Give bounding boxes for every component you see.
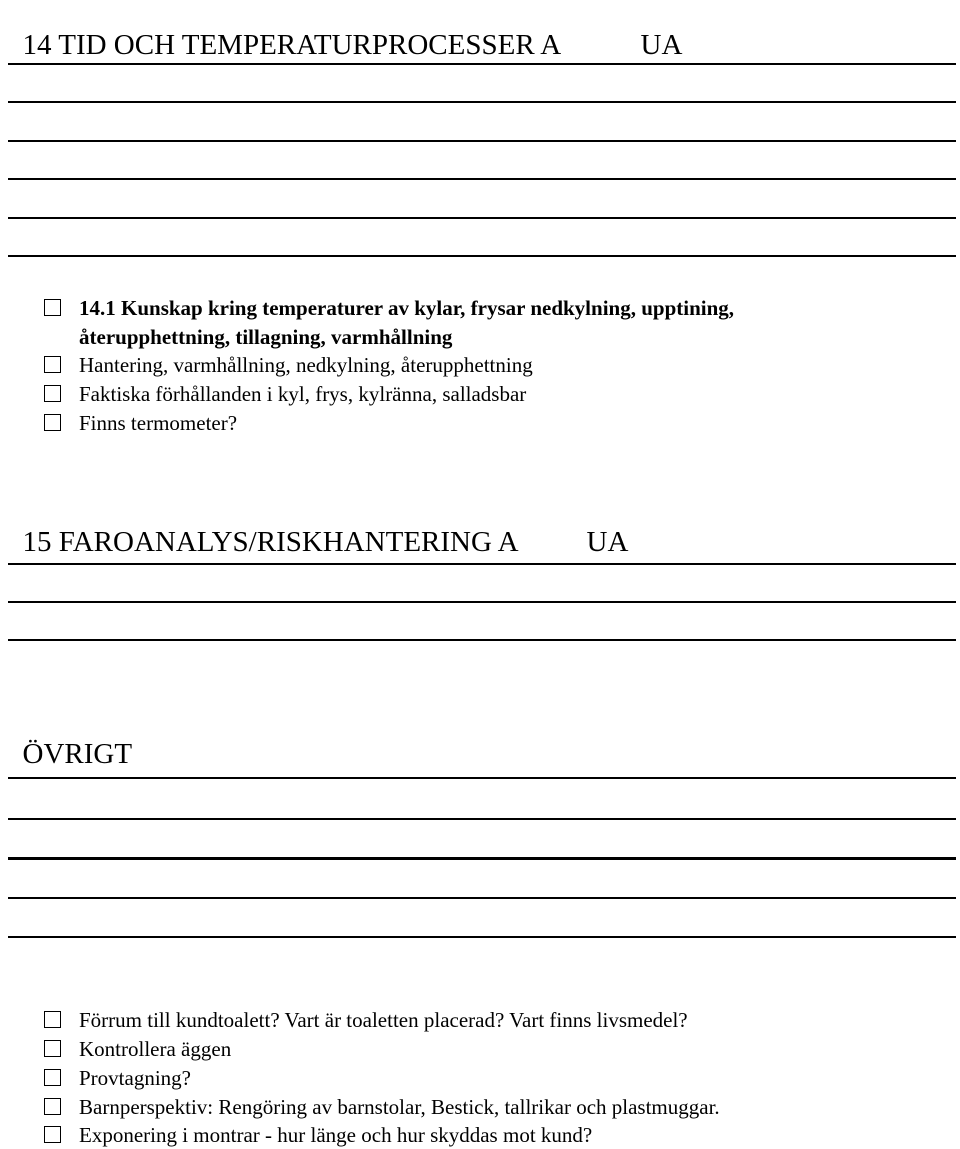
section-15-title: 15 FAROANALYS/RISKHANTERING A xyxy=(22,526,519,558)
checklist-item xyxy=(44,1095,720,1120)
answer-line xyxy=(8,178,956,180)
checklist-item xyxy=(44,353,533,378)
checkbox[interactable] xyxy=(44,414,61,431)
checklist-item-text: 14.1 Kunskap kring temperaturer av kylar, frysar nedkylning, upptining, xyxy=(79,296,735,320)
section-14-ua: UA xyxy=(640,29,683,61)
answer-line xyxy=(8,936,956,938)
checkbox[interactable] xyxy=(44,1011,61,1028)
answer-line xyxy=(8,818,956,820)
checklist-item-text: Provtagning? xyxy=(79,1066,191,1090)
checkbox[interactable] xyxy=(44,385,61,402)
checkbox[interactable] xyxy=(44,356,61,373)
answer-line xyxy=(8,140,956,142)
checkbox[interactable] xyxy=(44,1040,61,1057)
answer-line xyxy=(8,563,956,565)
checklist-item-text: Förrum till kundtoalett? Vart är toaletten placerad? Vart finns livsmedel? xyxy=(79,1008,688,1032)
section-14-title: 14 TID OCH TEMPERATURPROCESSER A xyxy=(22,29,562,61)
checklist-item xyxy=(44,1066,191,1091)
answer-line xyxy=(8,639,956,641)
answer-line xyxy=(8,777,956,779)
checkbox[interactable] xyxy=(44,1126,61,1143)
checkbox[interactable] xyxy=(44,1098,61,1115)
checklist-item xyxy=(44,411,237,436)
checklist-item-text: Hantering, varmhållning, nedkylning, återupphettning xyxy=(79,353,533,377)
checklist-item xyxy=(44,1123,592,1148)
checklist-item xyxy=(44,296,734,350)
checklist-item xyxy=(44,382,526,407)
section-15-ua: UA xyxy=(586,526,629,558)
checkbox[interactable] xyxy=(44,1069,61,1086)
checklist-item-text: Exponering i montrar - hur länge och hur skyddas mot kund? xyxy=(79,1123,593,1147)
ovrigt-title: ÖVRIGT xyxy=(22,738,133,770)
checklist-item-text: Finns termometer? xyxy=(79,411,238,435)
answer-line xyxy=(8,217,956,219)
checklist-item xyxy=(44,1037,231,1062)
checklist-item-text: återupphettning, tillagning, varmhållning xyxy=(79,325,453,349)
checklist-item xyxy=(44,1008,688,1033)
ovrigt-heading xyxy=(8,711,132,769)
checklist-item-text: Kontrollera äggen xyxy=(79,1037,232,1061)
section-15-heading xyxy=(8,499,519,557)
answer-line xyxy=(8,857,956,860)
checkbox[interactable] xyxy=(44,299,61,316)
answer-line xyxy=(8,255,956,257)
answer-line xyxy=(8,63,956,65)
checklist-item-text: Faktiska förhållanden i kyl, frys, kylränna, salladsbar xyxy=(79,382,527,406)
section-14-heading xyxy=(8,2,561,60)
answer-line xyxy=(8,601,956,603)
answer-line xyxy=(8,897,956,899)
answer-line xyxy=(8,101,956,103)
checklist-item-text: Barnperspektiv: Rengöring av barnstolar, Bestick, tallrikar och plastmuggar. xyxy=(79,1095,720,1119)
